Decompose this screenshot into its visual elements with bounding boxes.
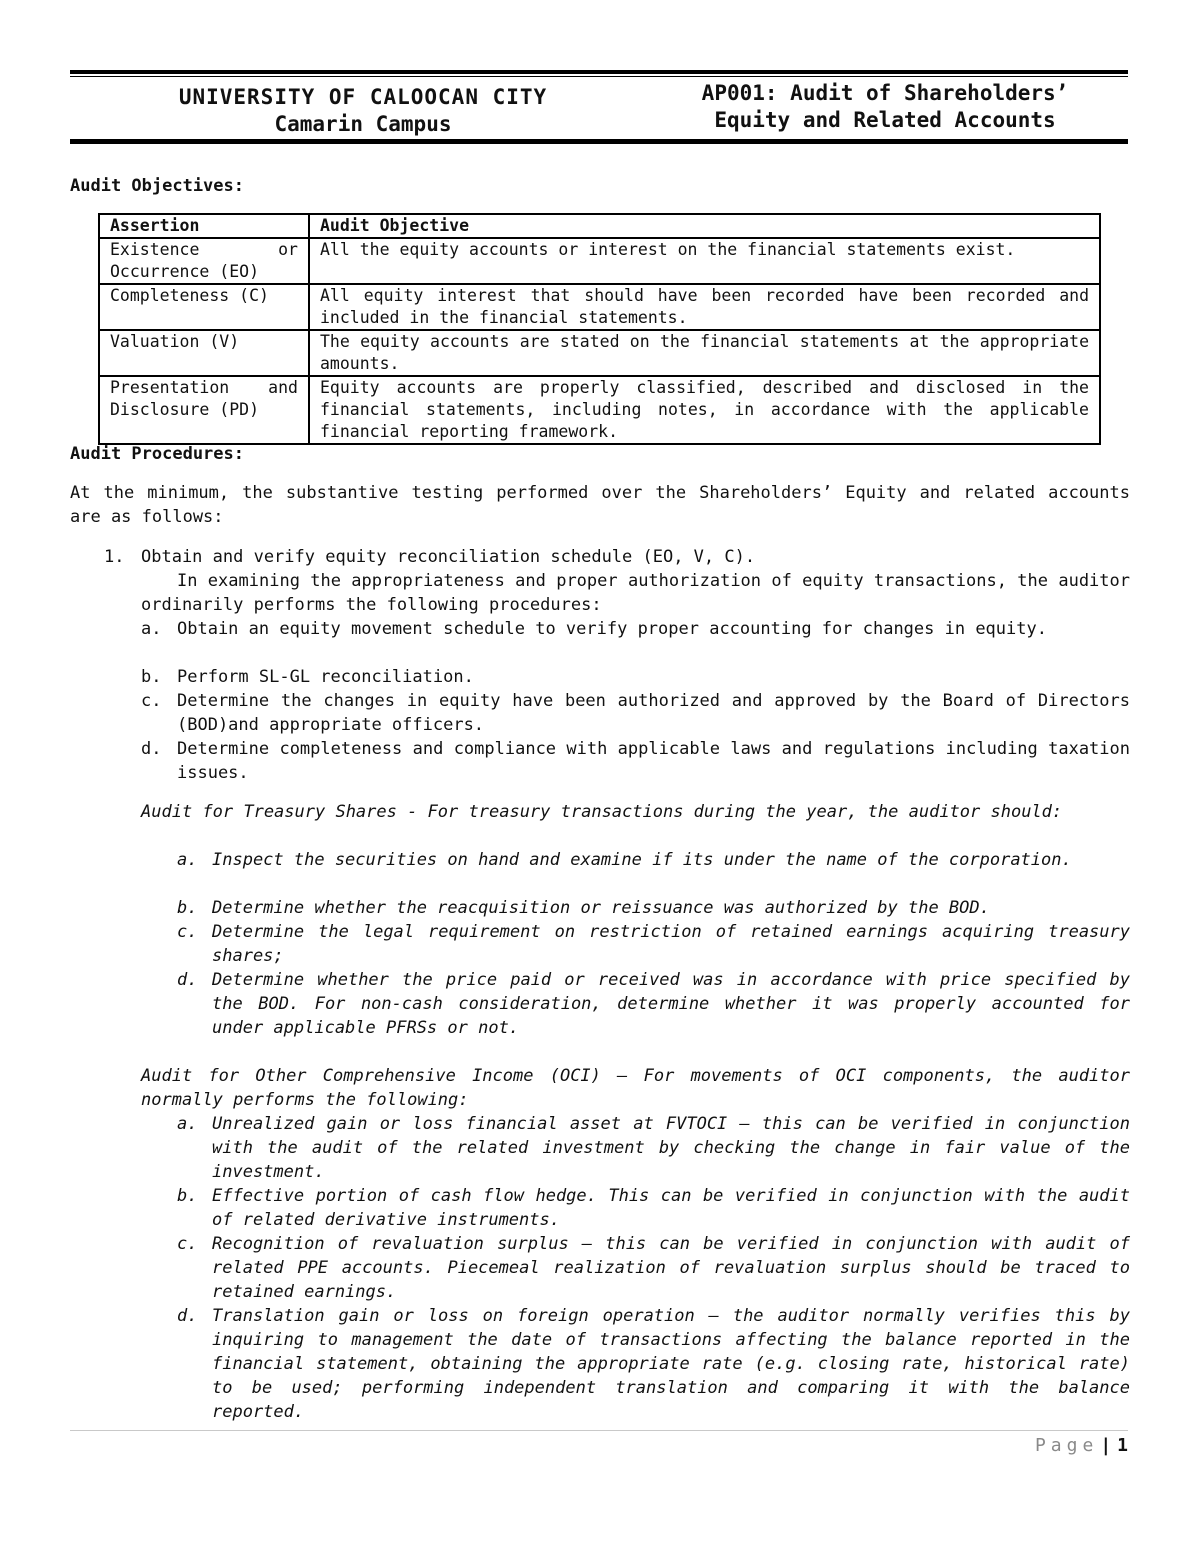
- table-header-row: [99, 214, 1100, 238]
- step-letter: a.: [141, 619, 162, 639]
- page-footer: [1035, 1434, 1128, 1458]
- procedures-heading: Audit Procedures:: [70, 444, 244, 464]
- objective-cell: All equity interest that should have been recorded have been recorded and included in the financial statements.: [309, 284, 1100, 330]
- item-lead-text: In examining the appropriateness and proper authorization of equity transactions, the auditor ordinarily performs the following procedures:: [141, 571, 1130, 615]
- treasury-step-letter: a.: [177, 850, 198, 870]
- column-header-objective: Audit Objective: [309, 214, 1100, 238]
- oci-step-letter: d.: [177, 1306, 198, 1326]
- campus-name: Camarin Campus: [274, 112, 452, 136]
- oci-step-text: Recognition of revaluation surplus – this can be verified in conjunction with audit of related PPE accounts. Piecemeal realization of revaluation surplus should be traced to retained earnings.: [212, 1234, 1130, 1302]
- objectives-table: [98, 213, 1101, 445]
- header-bottom-rule: [70, 139, 1128, 144]
- page-separator: |: [1100, 1435, 1112, 1456]
- oci-step-letter: a.: [177, 1114, 198, 1134]
- step-letter: d.: [141, 739, 162, 759]
- objective-cell: All the equity accounts or interest on the financial statements exist.: [309, 238, 1100, 284]
- treasury-step-letter: b.: [177, 898, 198, 918]
- step-letter: c.: [141, 691, 162, 711]
- footer-rule: [70, 1430, 1128, 1431]
- step-text: Determine the changes in equity have been authorized and approved by the Board of Directors (BOD)and appropriate officers.: [177, 691, 1130, 735]
- page-number: 1: [1117, 1435, 1128, 1456]
- treasury-lead: Audit for Treasury Shares - For treasury transactions during the year, the auditor should:: [141, 802, 1063, 822]
- table-row: [99, 376, 1100, 444]
- oci-step-text: Unrealized gain or loss financial asset at FVTOCI – this can be verified in conjunction with the audit of the related investment by checking the change in fair value of the investment.: [212, 1114, 1130, 1182]
- item-number: 1.: [104, 547, 125, 567]
- assertion-cell: Existence or Occurrence (EO): [99, 238, 309, 284]
- treasury-step-text: Determine whether the reacquisition or reissuance was authorized by the BOD.: [212, 898, 990, 918]
- treasury-step-letter: c.: [177, 922, 198, 942]
- page-label: Page: [1034, 1435, 1099, 1456]
- treasury-step-text: Inspect the securities on hand and examine if its under the name of the corporation.: [212, 850, 1072, 870]
- item-lead: [141, 569, 1130, 617]
- oci-step-letter: c.: [177, 1234, 198, 1254]
- step-text: Obtain an equity movement schedule to verify proper accounting for changes in equity.: [177, 619, 1047, 639]
- item-title: Obtain and verify equity reconciliation schedule (EO, V, C).: [141, 547, 756, 567]
- procedures-intro: At the minimum, the substantive testing performed over the Shareholders’ Equity and related accounts are as follows:: [70, 483, 1130, 527]
- header-top-rule-thin: [70, 76, 1128, 77]
- table-row: [99, 284, 1100, 330]
- treasury-step-text: Determine whether the price paid or received was in accordance with price specified by the BOD. For non-cash consideration, determine whether it was properly accounted for under applicable PFRSs or not.: [212, 970, 1130, 1038]
- header-top-rule: [70, 70, 1128, 74]
- university-name: UNIVERSITY OF CALOOCAN CITY: [178, 85, 548, 109]
- objective-cell: The equity accounts are stated on the financial statements at the appropriate amounts.: [309, 330, 1100, 376]
- objective-cell: Equity accounts are properly classified, described and disclosed in the financial statements, including notes, in accordance with the applicable financial reporting framework.: [309, 376, 1100, 444]
- course-title-line1: AP001: Audit of Shareholders’: [701, 81, 1069, 105]
- assertion-cell: Completeness (C): [99, 284, 309, 330]
- oci-step-text: Translation gain or loss on foreign operation – the auditor normally verifies this by inquiring to management the date of transactions affecting the balance reported in the financial statement, obtaining the appropriate rate (e.g. closing rate, historical rate) to be used; performing independent translation and comparing it with the balance reported.: [212, 1306, 1130, 1422]
- step-letter: b.: [141, 667, 162, 687]
- oci-step-letter: b.: [177, 1186, 198, 1206]
- course-title-line2: Equity and Related Accounts: [714, 108, 1056, 132]
- assertion-cell: Valuation (V): [99, 330, 309, 376]
- assertion-cell: Presentation and Disclosure (PD): [99, 376, 309, 444]
- table-row: [99, 330, 1100, 376]
- step-text: Determine completeness and compliance with applicable laws and regulations including taxation issues.: [177, 739, 1130, 783]
- table-row: [99, 238, 1100, 284]
- column-header-assertion: Assertion: [99, 214, 309, 238]
- oci-lead: Audit for Other Comprehensive Income (OCI) – For movements of OCI components, the auditor normally performs the following:: [141, 1066, 1130, 1110]
- treasury-step-letter: d.: [177, 970, 198, 990]
- treasury-step-text: Determine the legal requirement on restriction of retained earnings acquiring treasury shares;: [212, 922, 1130, 966]
- oci-step-text: Effective portion of cash flow hedge. This can be verified in conjunction with the audit of related derivative instruments.: [212, 1186, 1130, 1230]
- objectives-heading: Audit Objectives:: [70, 176, 244, 196]
- step-text: Perform SL-GL reconciliation.: [177, 667, 474, 687]
